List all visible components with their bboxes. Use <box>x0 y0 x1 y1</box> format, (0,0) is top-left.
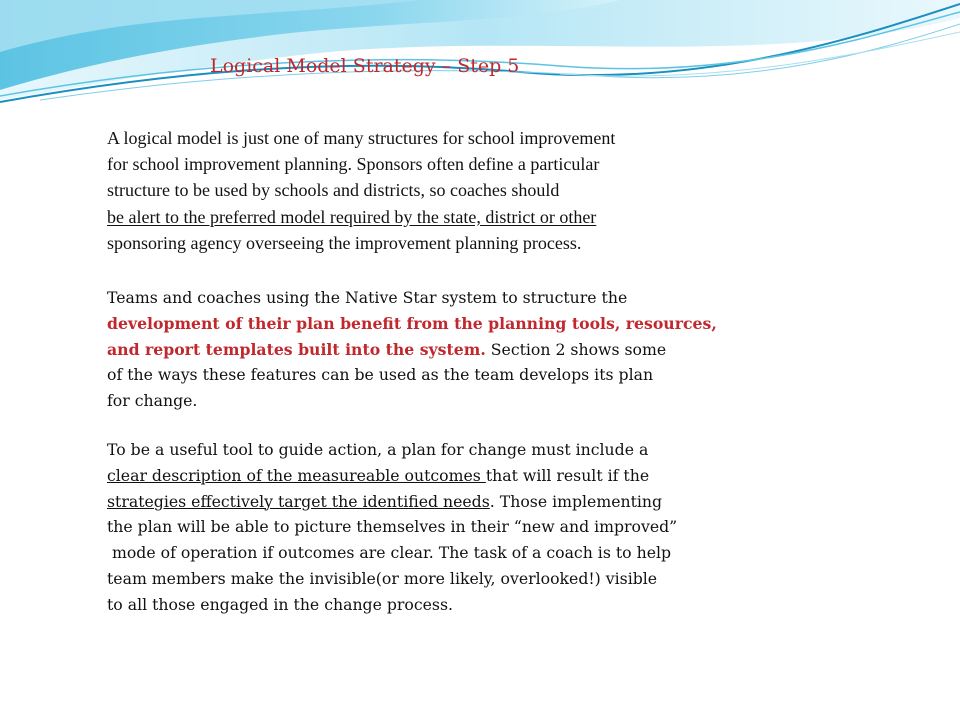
text-line: for school improvement planning. Sponsors often define a particular <box>107 154 600 175</box>
text-line-mixed <box>107 463 677 489</box>
paragraph-plan-for-change <box>107 437 677 618</box>
text-line: sponsoring agency overseeing the improvement planning process. <box>107 232 582 253</box>
text-emphasis: and report templates built into the system. <box>107 339 486 359</box>
text-run: . Those implementing <box>489 491 663 511</box>
paragraph-logical-model <box>107 125 615 256</box>
text-line: mode of operation if outcomes are clear. The task of a coach is to help <box>107 543 672 563</box>
text-line: the plan will be able to picture themselves in their “new and improved” <box>107 517 678 537</box>
text-line: To be a useful tool to guide action, a plan for change must include a <box>107 440 649 459</box>
slide-title: Logical Model Strategy – Step 5 <box>210 55 520 77</box>
text-line-mixed <box>107 489 677 515</box>
text-line: Teams and coaches using the Native Star system to structure the <box>107 288 628 307</box>
text-run: Section 2 shows some <box>485 339 667 359</box>
text-line: structure to be used by schools and districts, so coaches should <box>107 180 560 201</box>
text-line: for change. <box>107 391 198 411</box>
text-underlined: strategies effectively target the identified needs <box>107 491 490 511</box>
text-line: team members make the invisible(or more likely, overlooked!) visible <box>107 568 658 588</box>
paragraph-native-star <box>107 285 717 414</box>
text-underlined: clear description of the measureable outcomes <box>107 465 486 485</box>
text-line: of the ways these features can be used as the team develops its plan <box>107 365 654 385</box>
text-line-underlined: be alert to the preferred model required by the state, district or other <box>107 206 597 227</box>
text-run: that will result if the <box>485 465 650 485</box>
text-line-emphasis: development of their plan benefit from the planning tools, resources, <box>107 313 717 333</box>
text-line-mixed <box>107 337 717 363</box>
text-line: to all those engaged in the change process. <box>107 594 454 614</box>
text-line: A logical model is just one of many structures for school improvement <box>107 128 616 148</box>
